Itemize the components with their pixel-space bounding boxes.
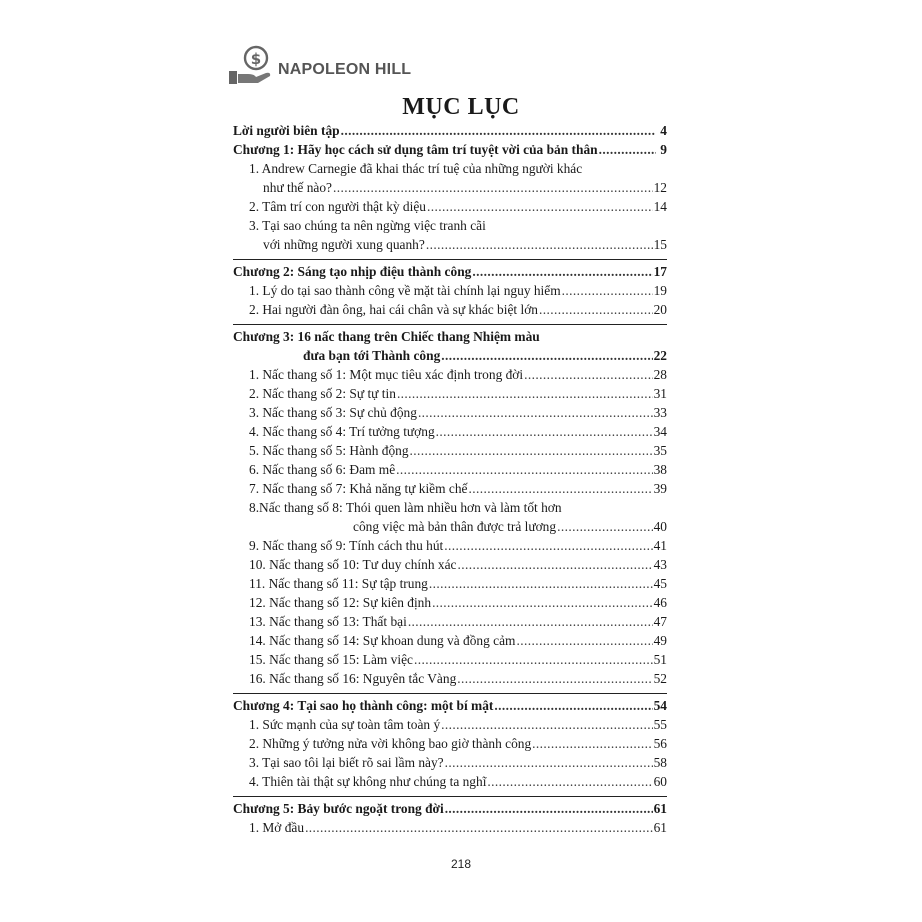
divider [233,796,667,797]
toc-item[interactable]: 8.Nấc thang số 8: Thói quen làm nhiều hơn và làm tốt hơn công việc mà bản thân được trả lương ..... 40 [233,498,667,536]
hand-holding-dollar-icon [226,44,274,86]
toc-chapter-3[interactable]: Chương 3: 16 nấc thang trên Chiếc thang Nhiệm màu đưa bạn tới Thành công ..... 22 [233,327,667,365]
toc-item[interactable]: 9. Nấc thang số 9: Tính cách thu hút ..... 41 [233,536,667,555]
toc-item[interactable]: 2. Những ý tưởng nửa vời không bao giờ thành công ..... 56 [233,734,667,753]
toc-item[interactable]: 14. Nấc thang số 14: Sự khoan dung và đồng cảm ..... 49 [233,631,667,650]
toc-preface[interactable]: Lời người biên tập ..... 4 [233,121,667,140]
page-number: 218 [450,857,472,871]
toc-chapter-4[interactable]: Chương 4: Tại sao họ thành công: một bí mật ..... 54 [233,696,667,715]
divider [233,693,667,694]
toc-item[interactable]: 1. Mở đầu ..... 61 [233,818,667,837]
brand-name: NAPOLEON HILL [278,61,412,78]
toc-chapter-1[interactable]: Chương 1: Hãy học cách sử dụng tâm trí tuyệt vời của bản thân ..... 9 [233,140,667,159]
toc-item[interactable]: 7. Nấc thang số 7: Khả năng tự kiềm chế ..... 39 [233,479,667,498]
toc-item[interactable]: 4. Thiên tài thật sự không như chúng ta nghĩ ..... 60 [233,772,667,791]
toc-item[interactable]: 13. Nấc thang số 13: Thất bại ..... 47 [233,612,667,631]
toc-item[interactable]: 16. Nấc thang số 16: Nguyên tắc Vàng ..... 52 [233,669,667,688]
divider [233,259,667,260]
toc-item[interactable]: 1. Sức mạnh của sự toàn tâm toàn ý ..... 55 [233,715,667,734]
toc-item[interactable]: 1. Lý do tại sao thành công về mặt tài chính lại nguy hiểm ..... 19 [233,281,667,300]
toc-item[interactable]: 3. Nấc thang số 3: Sự chủ động ..... 33 [233,403,667,422]
toc-chapter-2[interactable]: Chương 2: Sáng tạo nhịp điệu thành công ..... 17 [233,262,667,281]
toc-item[interactable]: 1. Nấc thang số 1: Một mục tiêu xác định trong đời ..... 28 [233,365,667,384]
toc-item[interactable]: 15. Nấc thang số 15: Làm việc ..... 51 [233,650,667,669]
toc-chapter-5[interactable]: Chương 5: Bảy bước ngoặt trong đời ..... 61 [233,799,667,818]
page-title: MỤC LỤC [402,94,520,120]
toc-item[interactable]: 4. Nấc thang số 4: Trí tưởng tượng ..... 34 [233,422,667,441]
toc-item[interactable]: 3. Tại sao tôi lại biết rõ sai lầm này? ..... 58 [233,753,667,772]
toc-item[interactable]: 5. Nấc thang số 5: Hành động ..... 35 [233,441,667,460]
toc-item[interactable]: 1. Andrew Carnegie đã khai thác trí tuệ của những người khác như thế nào? ..... 12 [233,159,667,197]
toc-item[interactable]: 12. Nấc thang số 12: Sự kiên định ..... 46 [233,593,667,612]
toc-item[interactable]: 11. Nấc thang số 11: Sự tập trung ..... 45 [233,574,667,593]
page-header [226,44,411,86]
divider [233,324,667,325]
toc-item[interactable]: 3. Tại sao chúng ta nên ngừng việc tranh cãi với những người xung quanh? ..... 15 [233,216,667,254]
toc-item[interactable]: 6. Nấc thang số 6: Đam mê ..... 38 [233,460,667,479]
toc-item[interactable]: 10. Nấc thang số 10: Tư duy chính xác ..... 43 [233,555,667,574]
toc-item[interactable]: 2. Hai người đàn ông, hai cái chân và sự khác biệt lớn ..... 20 [233,300,667,319]
toc-item[interactable]: 2. Nấc thang số 2: Sự tự tin ..... 31 [233,384,667,403]
table-of-contents [233,121,667,837]
svg-text:$: $ [250,50,262,68]
toc-item[interactable]: 2. Tâm trí con người thật kỳ diệu ..... 14 [233,197,667,216]
